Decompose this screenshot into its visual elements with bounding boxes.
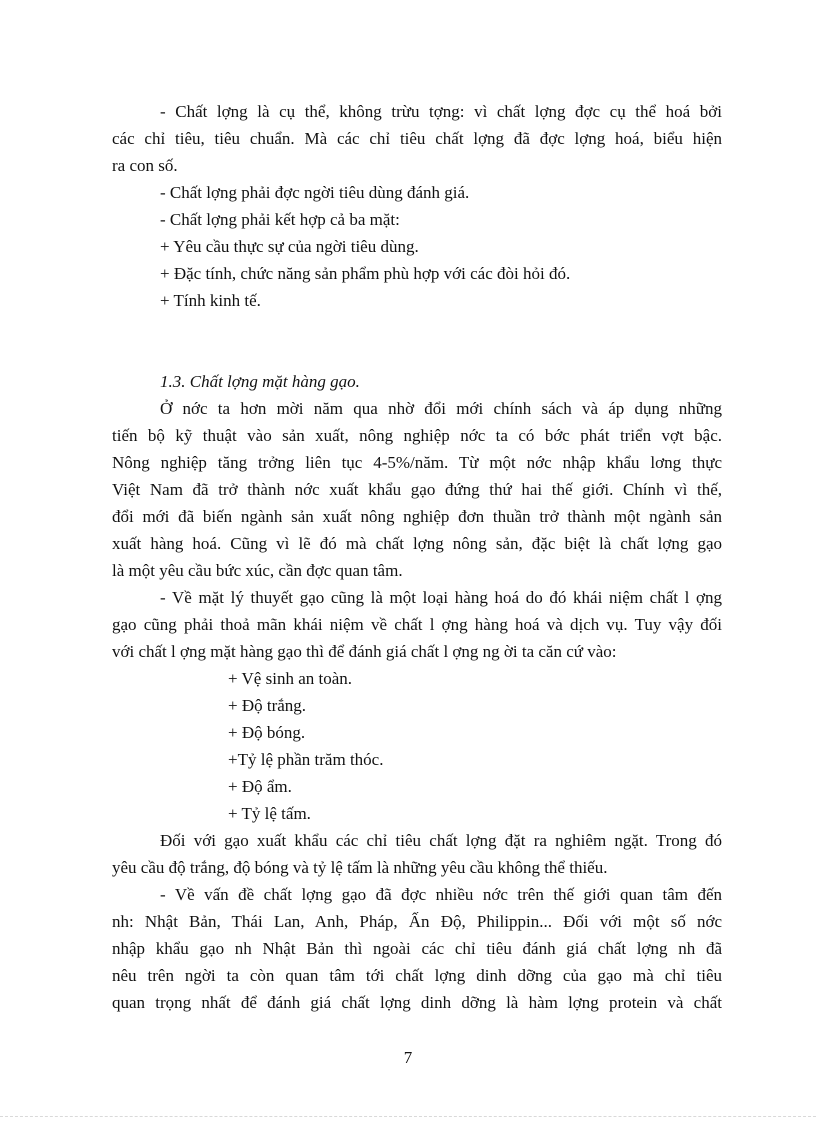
bullet-line: - Chất lợng phải kết hợp cả ba mặt: [160, 210, 400, 229]
list-item: + Vệ sinh an toàn. [228, 669, 353, 688]
section-heading: 1.3. Chất lợng mặt hàng gạo. [160, 372, 360, 391]
bullet-line: - Chất lợng phải đợc ngời tiêu dùng đánh giá. [160, 183, 470, 202]
paragraph-line: là một yêu cầu bức xúc, cần đợc quan tâm. [112, 561, 403, 580]
paragraph-line: - Về mặt lý thuyết gạo cũng là một loại hàng hoá do đó khái niệm chất l ợng [160, 588, 722, 607]
paragraph-line: Ở nớc ta hơn mời năm qua nhờ đổi mới chính sách và áp dụng những [160, 399, 722, 418]
paragraph-line: Đối với gạo xuất khẩu các chỉ tiêu chất lợng đặt ra nghiêm ngặt. Trong đó [160, 831, 722, 850]
paragraph-line: đổi mới đã biến ngành sản xuất nông nghiệp đơn thuần trở thành một ngành sản [112, 507, 722, 526]
paragraph-line: nhập khẩu gạo nh Nhật Bản thì ngoài các chỉ tiêu đánh giá chất lợng nh đã [112, 939, 722, 958]
paragraph-line: yêu cầu độ trắng, độ bóng và tỷ lệ tấm là những yêu cầu không thể thiếu. [112, 858, 608, 877]
list-item: +Tỷ lệ phần trăm thóc. [228, 750, 384, 769]
list-item: + Độ ẩm. [228, 777, 292, 796]
paragraph-line: - Chất lợng là cụ thể, không trừu tợng: vì chất lợng đợc cụ thể hoá bởi [160, 102, 722, 121]
paragraph-line: xuất hàng hoá. Cũng vì lẽ đó mà chất lợng nông sản, đặc biệt là chất lợng gạo [112, 534, 722, 553]
paragraph-line: ra con số. [112, 156, 178, 175]
page-bottom-border [0, 1116, 816, 1117]
list-item: + Tỷ lệ tấm. [228, 804, 311, 823]
page-number: 7 [403, 1048, 413, 1067]
paragraph-line: các chỉ tiêu, tiêu chuẩn. Mà các chỉ tiêu chất lợng đã đợc lợng hoá, biểu hiện [112, 129, 722, 148]
paragraph-line: Việt Nam đã trở thành nớc xuất khẩu gạo đứng thứ hai thế giới. Chính vì thế, [112, 480, 722, 499]
paragraph-line: - Về vấn đề chất lợng gạo đã đợc nhiều nớc trên thế giới quan tâm đến [160, 885, 722, 904]
paragraph-line: nêu trên ngời ta còn quan tâm tới chất lợng dinh dỡng của gạo mà chỉ tiêu [112, 966, 722, 985]
bullet-line: + Tính kinh tế. [160, 291, 261, 310]
paragraph-line: Nông nghiệp tăng trởng liên tục 4-5%/năm. Từ một nớc nhập khẩu lơng thực [112, 453, 722, 472]
list-item: + Độ bóng. [228, 723, 306, 742]
bullet-line: + Đặc tính, chức năng sản phẩm phù hợp với các đòi hỏi đó. [160, 264, 571, 283]
paragraph-line: gạo cũng phải thoả mãn khái niệm về chất l ợng hàng hoá và dịch vụ. Tuy vậy đối [112, 615, 722, 634]
paragraph-line: tiến bộ kỹ thuật vào sản xuất, nông nghiệp nớc ta có bớc phát triển vợt bậc. [112, 426, 722, 445]
paragraph-line: với chất l ợng mặt hàng gạo thì để đánh giá chất l ợng ng ời ta căn cứ vào: [112, 642, 617, 661]
list-item: + Độ trắng. [228, 696, 307, 715]
paragraph-line: nh: Nhật Bản, Thái Lan, Anh, Pháp, Ấn Độ, Philippin... Đối với một số nớc [112, 912, 722, 931]
bullet-line: + Yêu cầu thực sự của ngời tiêu dùng. [160, 237, 419, 256]
paragraph-line: quan trọng nhất để đánh giá chất lợng dinh dỡng là hàm lợng protein và chất [112, 993, 722, 1012]
